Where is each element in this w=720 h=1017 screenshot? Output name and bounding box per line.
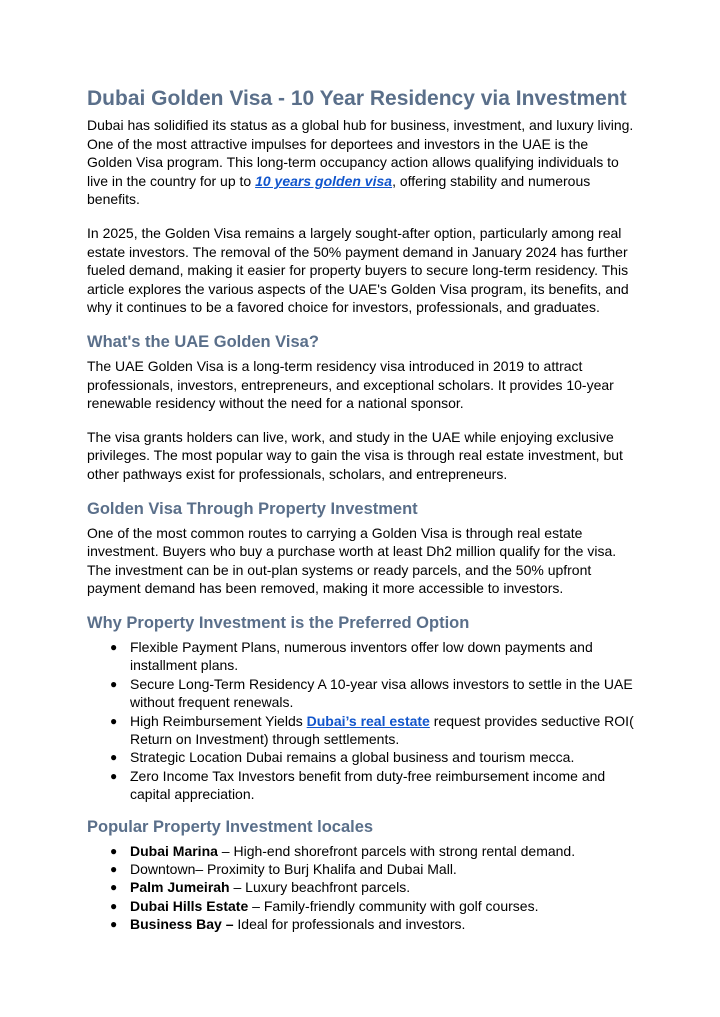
document-page bbox=[87, 84, 637, 946]
section1-paragraph-1: The UAE Golden Visa is a long-term residency visa introduced in 2019 to attract professionals, investors, entrepreneurs, and exceptional scholars. It provides 10-year renewable residency without the need for a national sponsor. bbox=[87, 357, 614, 412]
popular-locales-list bbox=[87, 842, 637, 934]
list-item: ● Business Bay – Ideal for professionals and investors. bbox=[110, 916, 466, 933]
bullet-icon: ● bbox=[110, 676, 118, 691]
golden-visa-link[interactable]: 10 years golden visa bbox=[255, 172, 393, 189]
list-item: ● Strategic Location Dubai remains a global business and tourism mecca. bbox=[110, 749, 575, 766]
intro-text-before: Dubai has solidified its status as a global hub for business, investment, and luxury living. One of the most attractive impulses for deportees and investors in the UAE is the Golden Visa program. This long-term occupancy action allows qualifying individuals to live in the country for up to bbox=[87, 117, 634, 189]
heading-what-is-golden-visa: What's the UAE Golden Visa? bbox=[87, 332, 319, 351]
bullet-icon: ● bbox=[110, 898, 118, 913]
paragraph-2025: In 2025, the Golden Visa remains a largely sought-after option, particularly among real estate investors. The removal of the 50% payment demand in January 2024 has further fueled demand, making it easier for property buyers to secure long-term residency. This article explores the various aspects of the UAE's Golden Visa program, its benefits, and why it continues to be a favored choice for investors, professionals, and graduates. bbox=[87, 224, 629, 316]
bullet-icon: ● bbox=[110, 713, 118, 728]
list-item: ● Flexible Payment Plans, numerous inventors offer low down payments and installment plans. bbox=[110, 638, 593, 674]
preferred-option-list bbox=[87, 638, 637, 804]
list-item: ● Palm Jumeirah – Luxury beachfront parcels. bbox=[110, 879, 411, 896]
heading-preferred-option: Why Property Investment is the Preferred Option bbox=[87, 613, 470, 632]
intro-text-after: , offering stability and numerous benefits. bbox=[87, 172, 591, 208]
bullet-icon: ● bbox=[110, 768, 118, 783]
heading-property-investment: Golden Visa Through Property Investment bbox=[87, 499, 418, 518]
section2-paragraph-1: One of the most common routes to carrying a Golden Visa is through real estate investment. Buyers who buy a purchase worth at least Dh2 million qualify for the visa. The investment can be in out-plan systems or ready parcels, and the 50% upfront payment demand has been removed, making it more accessible to investors. bbox=[87, 524, 617, 597]
list-item: ● Zero Income Tax Investors benefit from duty-free reimbursement income and capital appreciation. bbox=[110, 767, 606, 803]
bullet-icon: ● bbox=[110, 917, 118, 932]
bullet-icon: ● bbox=[110, 639, 118, 654]
list-item: ● Dubai Marina – High-end shorefront parcels with strong rental demand. bbox=[110, 842, 576, 859]
page-title: Dubai Golden Visa - 10 Year Residency via Investment bbox=[87, 87, 627, 110]
bullet-icon: ● bbox=[110, 750, 118, 765]
list-item: ● High Reimbursement Yields Dubai’s real estate request provides seductive ROI( Return on Investment) through settlements. bbox=[110, 712, 634, 747]
list-item: ● Secure Long-Term Residency A 10-year visa allows investors to settle in the UAE without frequent renewals. bbox=[110, 675, 633, 711]
list-item: ● Dubai Hills Estate – Family-friendly community with golf courses. bbox=[110, 897, 539, 914]
heading-popular-locales: Popular Property Investment locales bbox=[87, 817, 374, 836]
bullet-icon: ● bbox=[110, 880, 118, 895]
list-item: ● Downtown– Proximity to Burj Khalifa and Dubai Mall. bbox=[110, 860, 457, 877]
dubai-real-estate-link[interactable]: Dubai’s real estate bbox=[306, 712, 430, 729]
bullet-icon: ● bbox=[110, 861, 118, 876]
bullet-icon: ● bbox=[110, 843, 118, 858]
section1-paragraph-2: The visa grants holders can live, work, and study in the UAE while enjoying exclusive privileges. The most popular way to gain the visa is through real estate investment, but other pathways exist for professionals, scholars, and entrepreneurs. bbox=[87, 428, 623, 482]
intro-paragraph bbox=[87, 116, 637, 209]
